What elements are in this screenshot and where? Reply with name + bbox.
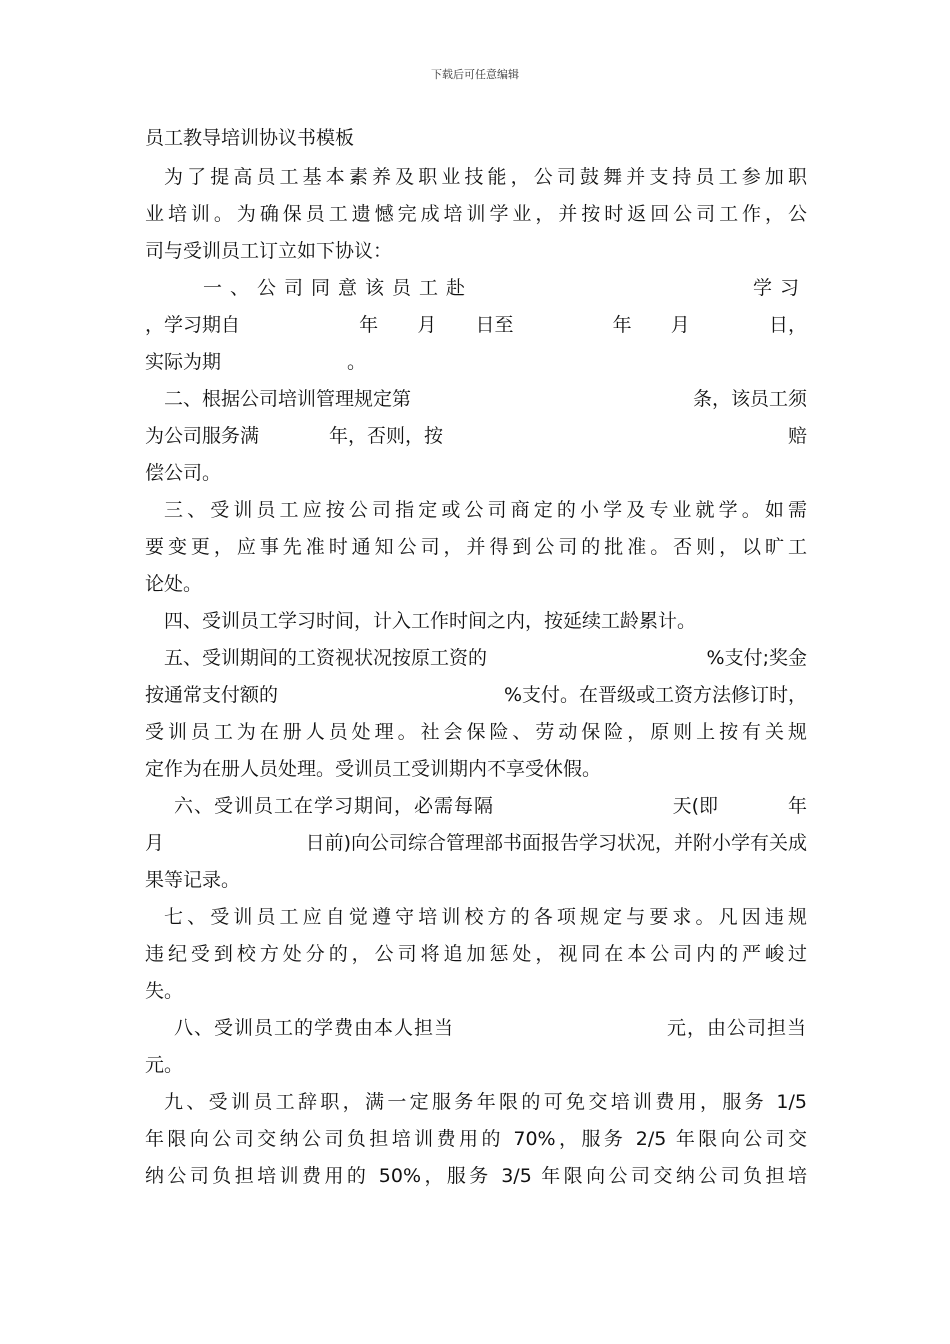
clause-5-text: %支付;奖金 [706,647,807,669]
clause-8-text: 元，由公司担当 [666,1017,807,1039]
clause-1-text: 月 [417,314,437,336]
clause-7 [145,899,807,1010]
clause-8-text: 元。 [145,1054,184,1076]
clause-5 [145,640,807,788]
clause-2-text: 二、根据公司培训管理规定第 [164,388,412,410]
clause-1-text: 学习 [752,277,807,299]
intro-line: 为了提高员工基本素养及职业技能，公司鼓舞并支持员工参加职 [164,166,807,188]
clause-7-line: 违纪受到校方处分的，公司将追加惩处，视同在本公司内的严峻过 [145,943,807,965]
clause-9-line: 年限向公司交纳公司负担培训费用的 70%，服务 2/5 年限向公司交 [145,1128,807,1150]
clause-6-line: 果等记录。 [145,869,241,891]
intro-paragraph [145,159,807,270]
clause-3-line: 要变更，应事先准时通知公司，并得到公司的批准。否则，以旷工 [145,536,807,558]
clause-3-line: 论处。 [145,573,203,595]
clause-1-text: 日， [768,314,807,336]
document-body [145,124,807,1195]
clause-2-text: 偿公司。 [145,462,222,484]
clause-6-text: 月 [145,832,165,854]
clause-3 [145,492,807,603]
clause-2-text: 年，否则，按 [329,425,444,447]
clause-5-text: 按通常支付额的 [145,684,279,706]
clause-1 [145,270,807,381]
clause-1-text: ，学习期自 [145,314,241,336]
page-header: 下载后可任意编辑 [431,68,519,81]
intro-line: 业培训。为确保员工遗憾完成培训学业，并按时返回公司工作，公 [145,203,807,225]
clause-6 [145,788,807,899]
clause-1-text: 月 [670,314,690,336]
clause-5-text: %支付。在晋级或工资方法修订时， [503,684,807,706]
clause-7-line: 失。 [145,980,184,1002]
clause-9-line: 九、受训员工辞职，满一定服务年限的可免交培训费用，服务 1/5 [164,1091,807,1113]
clause-8-text: 八、受训员工的学费由本人担当 [174,1017,455,1039]
clause-1-text: 一、公司同意该员工赴 [203,277,474,299]
clause-1-text: 年 [359,314,379,336]
clause-1-text: 。 [347,351,367,373]
clause-2-text: 条，该员工须 [692,388,807,410]
clause-9 [145,1084,807,1195]
clause-4 [145,603,807,640]
clause-5-text: 五、受训期间的工资视状况按原工资的 [164,647,488,669]
clause-1-text: 日至 [475,314,514,336]
clause-6-text: 年 [787,795,807,817]
clause-1-text: 实际为期 [145,351,222,373]
clause-4-line: 四、受训员工学习时间，计入工作时间之内，按延续工龄累计。 [164,610,697,632]
clause-7-line: 七、受训员工应自觉遵守培训校方的各项规定与要求。凡因违规 [164,906,807,928]
clause-3-line: 三、受训员工应按公司指定或公司商定的小学及专业就学。如需 [164,499,807,521]
clause-2-text: 为公司服务满 [145,425,260,447]
clause-6-text: 天(即 [672,795,718,817]
clause-8 [145,1010,807,1084]
clause-1-text: 年 [612,314,632,336]
document-title: 员工教导培训协议书模板 [145,127,355,149]
intro-line: 司与受训员工订立如下协议： [145,240,393,262]
clause-6-text: 六、受训员工在学习期间，必需每隔 [174,795,495,817]
clause-5-line: 受训员工为在册人员处理。社会保险、劳动保险，原则上按有关规 [145,721,807,743]
clause-2 [145,381,807,492]
clause-9-line: 纳公司负担培训费用的 50%，服务 3/5 年限向公司交纳公司负担培 [145,1165,807,1187]
clause-5-line: 定作为在册人员处理。受训员工受训期内不享受休假。 [145,758,602,780]
clause-2-text: 赔 [787,425,807,447]
clause-6-text: 日前)向公司综合管理部书面报告学习状况，并附小学有关成 [305,832,807,854]
